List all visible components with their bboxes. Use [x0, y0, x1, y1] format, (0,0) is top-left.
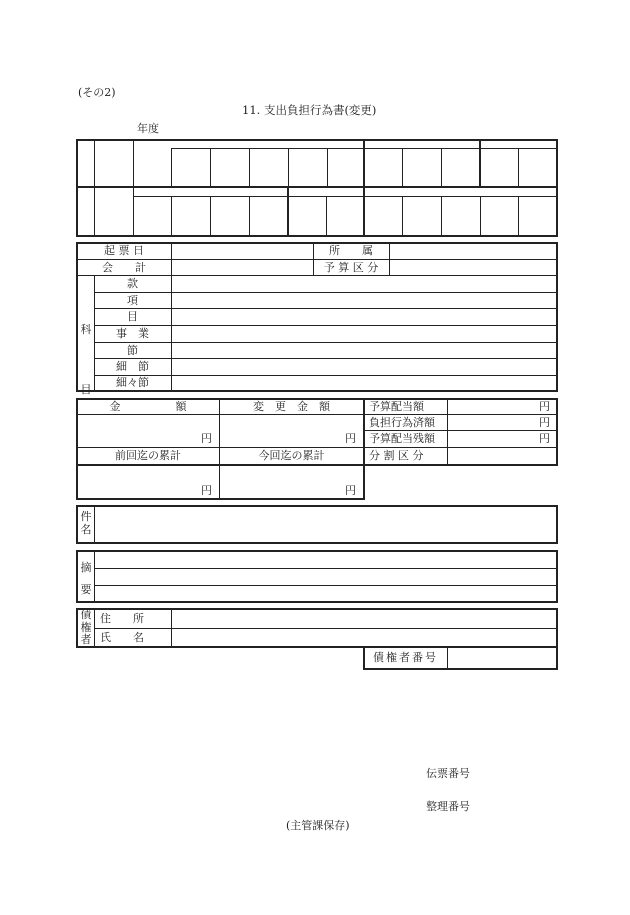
kihyo-date-label: 起 票 日 — [104, 244, 144, 257]
installment-label: 分 割 区 分 — [369, 449, 424, 462]
kamoku-label: 科 目 — [80, 323, 103, 396]
row-setsu-label: 節 — [127, 344, 138, 357]
row-kou-label: 項 — [127, 294, 138, 307]
fiscal-year-label: 年度 — [137, 122, 159, 135]
accounting-label: 会 計 — [102, 261, 146, 274]
yen-unit: 円 — [345, 484, 356, 497]
amount-label: 金 額 — [109, 400, 187, 413]
yen-unit: 円 — [201, 484, 212, 497]
yen-unit: 円 — [201, 432, 212, 445]
committed-amount-label: 負担行為済額 — [369, 416, 435, 429]
yen-unit: 円 — [539, 432, 550, 445]
budget-remaining-label: 予算配当残額 — [369, 432, 435, 445]
code-grid — [76, 139, 558, 237]
current-total-label: 今回迄の累計 — [258, 449, 325, 462]
row-saisaisetsu-label: 細々節 — [116, 376, 149, 389]
previous-total-label: 前回迄の累計 — [115, 449, 181, 462]
form-title: 11. 支出負担行為書(変更) — [242, 103, 377, 117]
budget-allocation-label: 予算配当額 — [369, 400, 424, 413]
changed-amount-label: 変 更 金 額 — [253, 400, 330, 413]
department-label: 所 属 — [329, 244, 373, 257]
creditor-number-label: 債権者番号 — [373, 651, 438, 664]
row-jigyou-label: 事 業 — [116, 327, 149, 340]
row-moku-label: 目 — [127, 310, 138, 323]
creditor-address-label: 住 所 — [100, 612, 144, 625]
yen-unit: 円 — [539, 400, 550, 413]
reference-number-label: 整理番号 — [426, 800, 470, 813]
subject-box — [76, 505, 558, 544]
creditor-label: 債権者 — [80, 608, 92, 646]
sheet-number: (その2) — [78, 86, 116, 99]
voucher-number-label: 伝票番号 — [426, 767, 470, 780]
creditor-name-label: 氏 名 — [100, 631, 144, 644]
budget-category-label: 予 算 区 分 — [323, 261, 379, 274]
summary-label: 摘 要 — [80, 561, 103, 596]
summary-box — [76, 550, 558, 603]
retention-note: (主管課保存) — [286, 819, 350, 832]
row-saisetsu-label: 細 節 — [116, 360, 149, 373]
subject-label: 件名 — [80, 510, 92, 536]
row-kan-label: 款 — [127, 277, 138, 290]
yen-unit: 円 — [539, 416, 550, 429]
yen-unit: 円 — [345, 432, 356, 445]
